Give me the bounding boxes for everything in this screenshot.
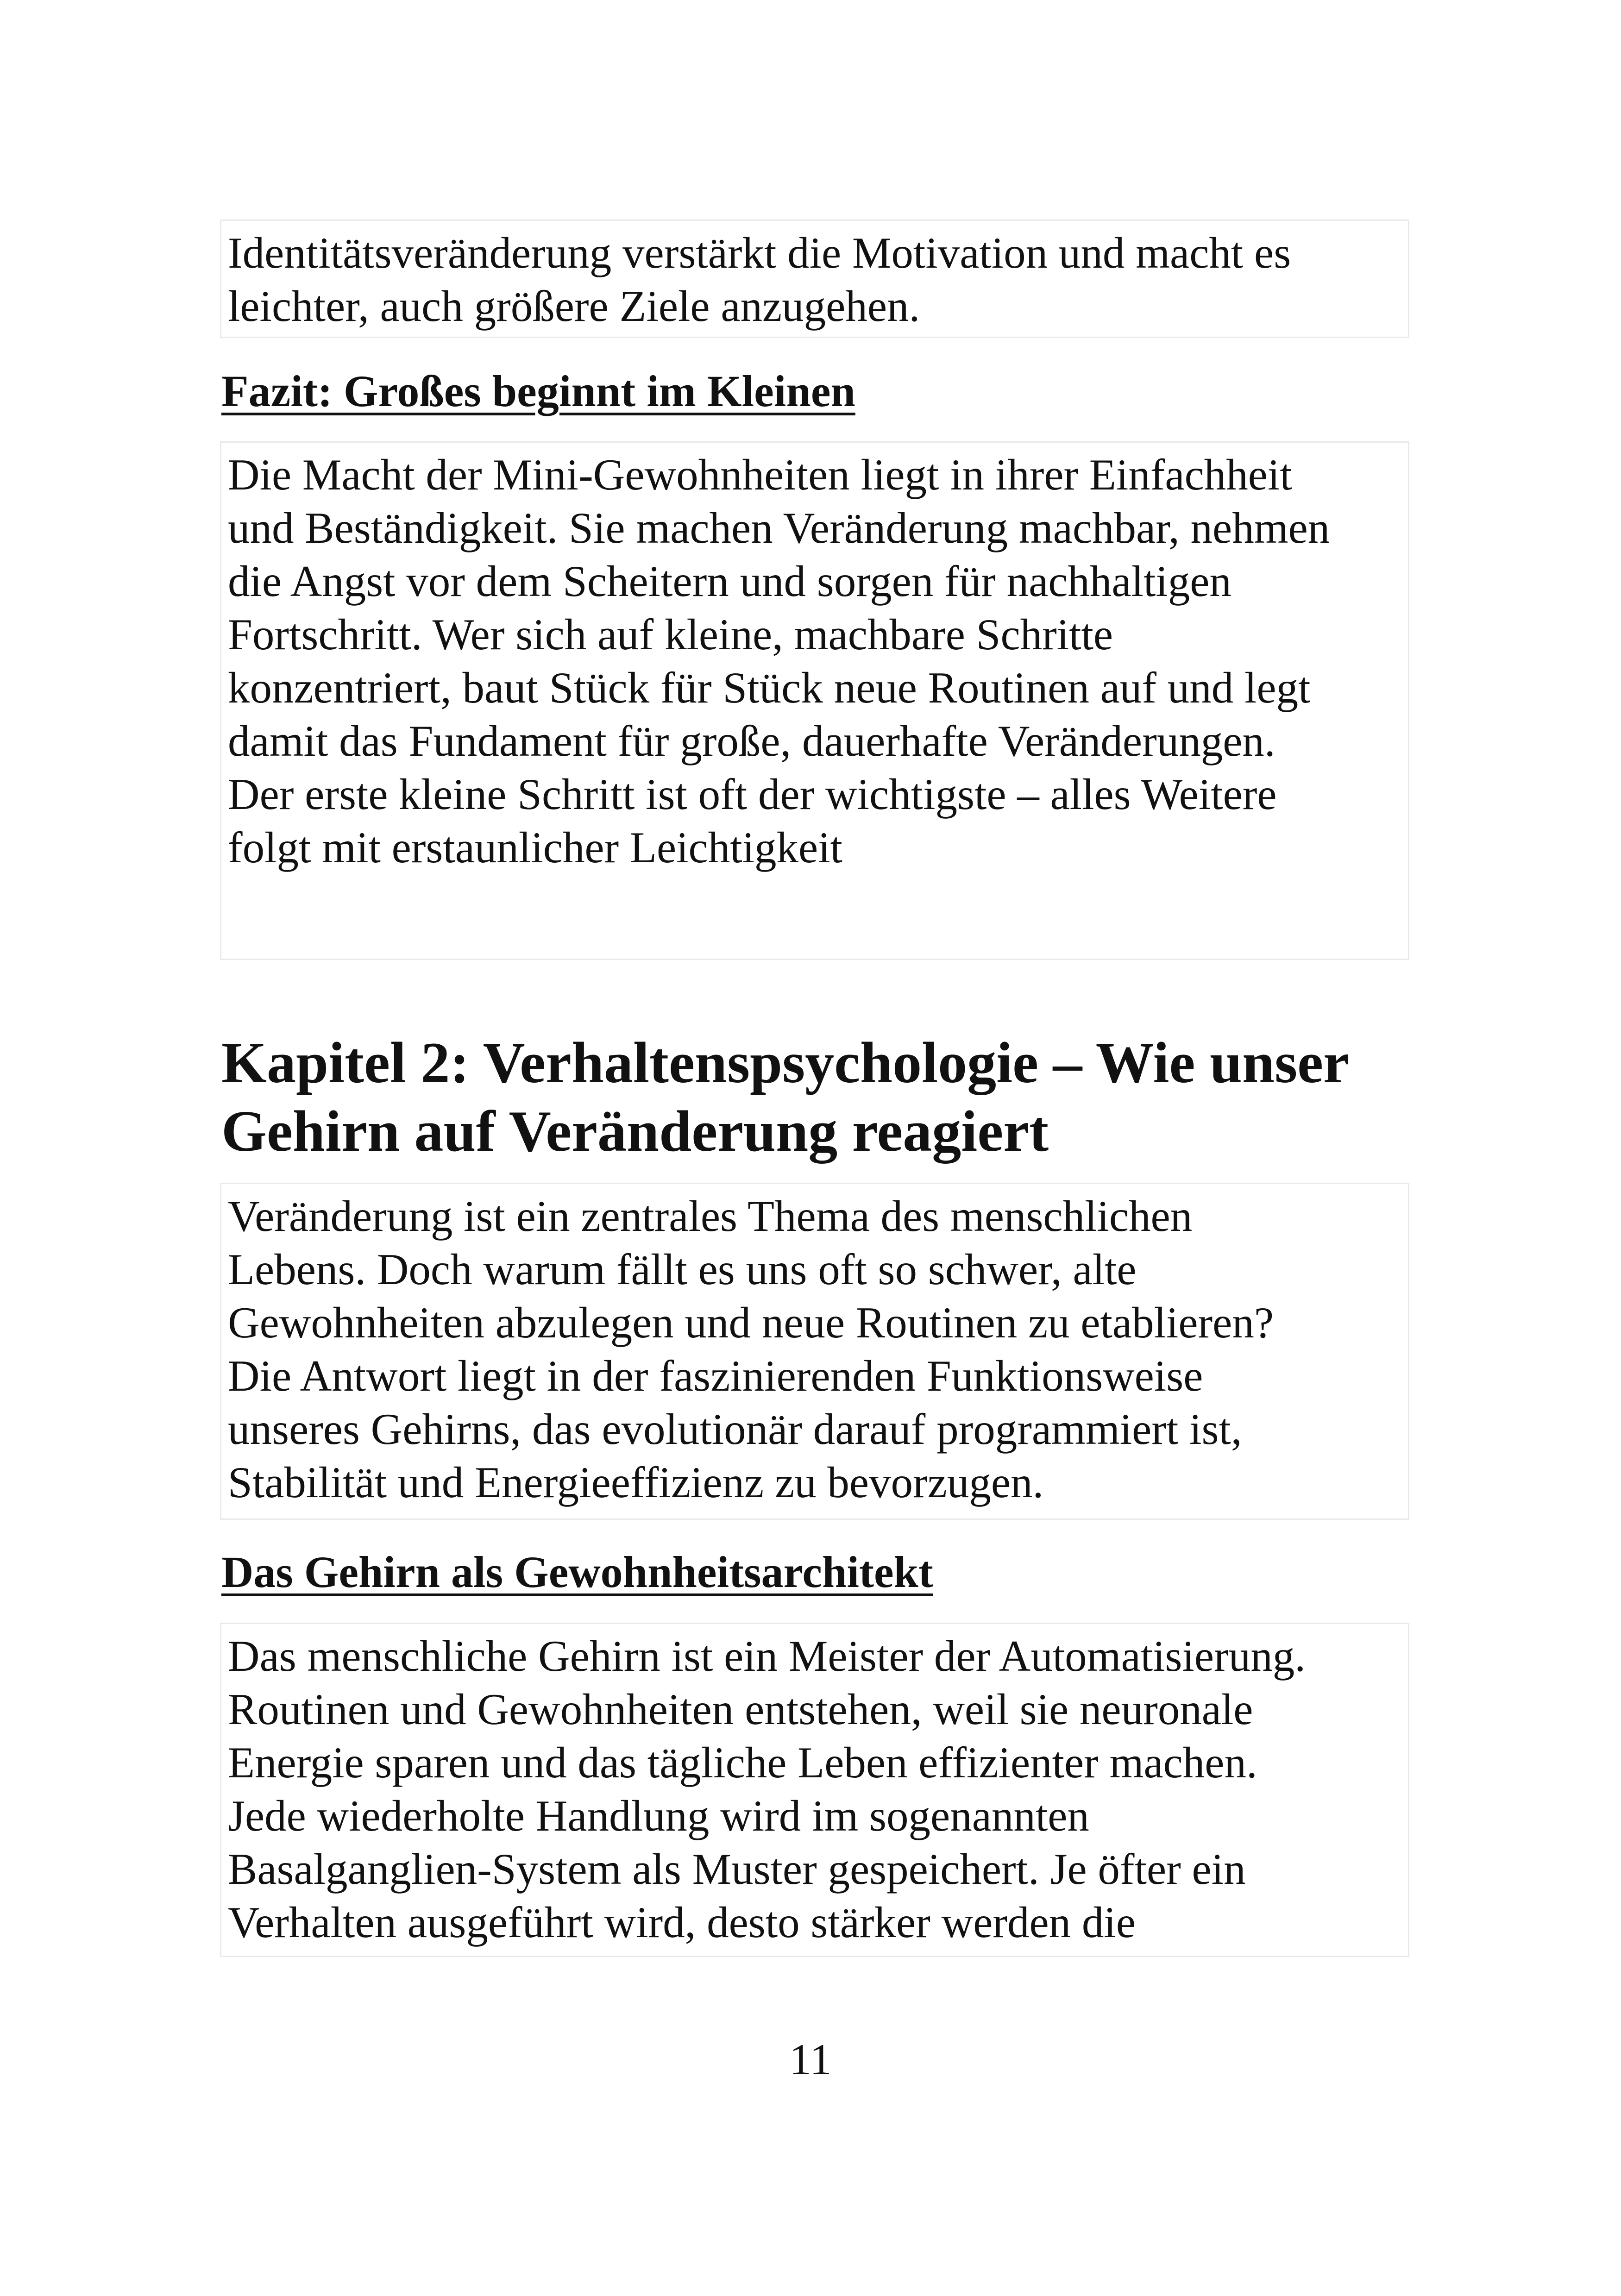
chapter-title: Kapitel 2: Verhaltenspsychologie – Wie unser Gehirn auf Veränderung reagiert (221, 1031, 1349, 1164)
intro-paragraph-box: Identitätsveränderung verstärkt die Motivation und macht es leichter, auch größere Ziele anzugehen. (220, 220, 1409, 338)
fazit-paragraph-box: Die Macht der Mini-Gewohnheiten liegt in ihrer Einfachheit und Beständigkeit. Sie machen Veränderung machbar, nehmen die Angst vor dem Scheitern und sorgen für nachhaltigen Fortschritt. Wer sich auf kleine, machbare Schritte konzentriert, baut Stück für Stück neue Routinen auf und legt damit das Fundament für große, dauerhafte Veränderungen. Der erste kleine Schritt ist oft der wichtigste – alles Weitere folgt mit erstaunlicher Leichtigkeit (220, 441, 1409, 960)
gehirn-heading: Das Gehirn als Gewohnheitsarchitekt (221, 1547, 933, 1597)
page-number: 11 (789, 2035, 832, 2084)
fazit-heading: Fazit: Großes beginnt im Kleinen (221, 366, 855, 416)
gehirn-paragraph-box: Das menschliche Gehirn ist ein Meister der Automatisierung. Routinen und Gewohnheiten entstehen, weil sie neuronale Energie sparen und das tägliche Leben effizienter machen. Jede wiederholte Handlung wird im sogenannten Basalganglien-System als Muster gespeichert. Je öfter ein Verhalten ausgeführt wird, desto stärker werden die (220, 1623, 1409, 1957)
chapter-intro-paragraph-box: Veränderung ist ein zentrales Thema des menschlichen Lebens. Doch warum fällt es uns oft so schwer, alte Gewohnheiten abzulegen und neue Routinen zu etablieren? Die Antwort liegt in der faszinierenden Funktionsweise unseres Gehirns, das evolutionär darauf programmiert ist, Stabilität und Energieeffizienz zu bevorzugen. (220, 1183, 1409, 1520)
